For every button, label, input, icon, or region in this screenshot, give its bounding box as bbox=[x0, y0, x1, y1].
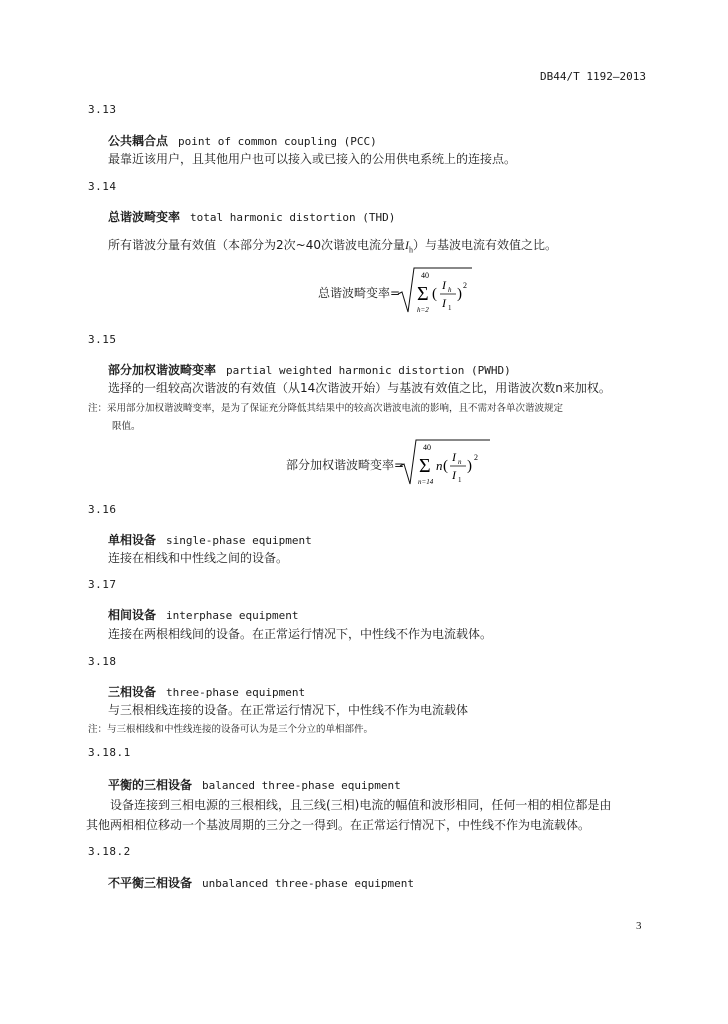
numerator-symbol: I bbox=[452, 450, 456, 464]
term-definition: 选择的一组较高次谐波的有效值（从14次谐波开始）与基波有效值之比，用谐波次数n来加权。 bbox=[108, 381, 611, 395]
formula-label: 部分加权谐波畸变率= bbox=[286, 458, 405, 472]
term-chinese: 相间设备 bbox=[108, 608, 157, 622]
term-english: three-phase equipment bbox=[166, 686, 306, 699]
formula-label: 总谐波畸变率= bbox=[318, 286, 401, 300]
paren-open: ( bbox=[432, 286, 437, 302]
note-text-continued: 限值。 bbox=[112, 421, 141, 432]
sum-sign: Σ bbox=[417, 283, 429, 305]
section-number: 3.17 bbox=[88, 578, 117, 591]
exponent: 2 bbox=[474, 453, 478, 462]
term-definition: 最靠近该用户，且其他用户也可以接入或已接入的公用供电系统上的连接点。 bbox=[108, 152, 517, 166]
term-heading bbox=[108, 776, 401, 793]
denominator-subscript: 1 bbox=[448, 304, 452, 312]
sum-upper-limit: 40 bbox=[423, 443, 431, 452]
definition-text: 所有谐波分量有效值（本部分为2次~40次谐波电流分量 bbox=[108, 238, 405, 252]
term-definition: 设备连接到三相电源的三根相线，且三线(三相)电流的幅值和波形相同，任何一相的相位都是由 bbox=[110, 798, 612, 812]
exponent: 2 bbox=[463, 281, 467, 290]
numerator-subscript: h bbox=[448, 286, 452, 294]
section-number: 3.16 bbox=[88, 503, 117, 516]
numerator-subscript: n bbox=[458, 458, 462, 466]
document-code: DB44/T 1192—2013 bbox=[540, 70, 646, 83]
thd-formula bbox=[396, 264, 486, 318]
term-chinese: 公共耦合点 bbox=[108, 134, 169, 148]
sum-sign: Σ bbox=[419, 455, 431, 477]
term-definition-continued: 其他两相相位移动一个基波周期的三分之一得到。在正常运行情况下，中性线不作为电流载体。 bbox=[86, 818, 591, 832]
section-number: 3.18 bbox=[88, 655, 117, 668]
term-english: total harmonic distortion (THD) bbox=[190, 211, 396, 224]
term-heading bbox=[108, 606, 298, 623]
definition-text: ）与基波电流有效值之比。 bbox=[412, 238, 557, 252]
section-number: 3.18.1 bbox=[88, 746, 131, 759]
term-heading bbox=[108, 361, 511, 378]
term-chinese: 单相设备 bbox=[108, 533, 157, 547]
term-chinese: 总谐波畸变率 bbox=[108, 210, 181, 224]
paren-open: ( bbox=[443, 458, 448, 474]
term-english: point of common coupling (PCC) bbox=[178, 135, 377, 148]
term-definition bbox=[108, 236, 557, 254]
term-english: unbalanced three-phase equipment bbox=[202, 877, 414, 890]
numerator-symbol: I bbox=[442, 278, 446, 292]
page-number: 3 bbox=[636, 920, 642, 932]
term-english: partial weighted harmonic distortion (PWHD) bbox=[226, 364, 511, 377]
section-number: 3.14 bbox=[88, 180, 117, 193]
section-number: 3.18.2 bbox=[88, 845, 131, 858]
term-english: single-phase equipment bbox=[166, 534, 312, 547]
sum-lower-limit: n=14 bbox=[418, 478, 434, 486]
paren-close: ) bbox=[457, 286, 462, 302]
note-text: 注：采用部分加权谐波畸变率，是为了保证充分降低其结果中的较高次谐波电流的影响，且不需对各单次谐波规定 bbox=[88, 403, 564, 414]
denominator-symbol: I bbox=[452, 468, 456, 482]
symbol: I bbox=[404, 238, 409, 252]
denominator-subscript: 1 bbox=[458, 476, 462, 484]
term-heading bbox=[108, 531, 312, 548]
denominator-symbol: I bbox=[442, 296, 446, 310]
term-heading bbox=[108, 683, 305, 700]
term-chinese: 平衡的三相设备 bbox=[108, 778, 193, 792]
pwhd-formula bbox=[398, 436, 508, 490]
term-chinese: 三相设备 bbox=[108, 685, 157, 699]
note-text: 注：与三根相线和中性线连接的设备可认为是三个分立的单相部件。 bbox=[88, 724, 374, 735]
term-definition: 连接在相线和中性线之间的设备。 bbox=[108, 551, 289, 565]
term-heading bbox=[108, 132, 377, 149]
term-english: interphase equipment bbox=[166, 609, 299, 622]
sum-lower-limit: h=2 bbox=[417, 306, 429, 314]
section-number: 3.13 bbox=[88, 103, 117, 116]
weight-symbol: n bbox=[436, 458, 443, 473]
term-english: balanced three-phase equipment bbox=[202, 779, 401, 792]
term-definition: 与三根相线连接的设备。在正常运行情况下，中性线不作为电流载体 bbox=[108, 703, 469, 717]
paren-close: ) bbox=[467, 458, 472, 474]
term-definition: 连接在两根相线间的设备。在正常运行情况下，中性线不作为电流载体。 bbox=[108, 627, 493, 641]
term-chinese: 部分加权谐波畸变率 bbox=[108, 363, 217, 377]
symbol-subscript: h bbox=[408, 245, 413, 255]
term-heading bbox=[108, 874, 414, 891]
sum-upper-limit: 40 bbox=[421, 271, 429, 280]
section-number: 3.15 bbox=[88, 333, 117, 346]
term-heading bbox=[108, 208, 395, 225]
term-chinese: 不平衡三相设备 bbox=[108, 876, 193, 890]
